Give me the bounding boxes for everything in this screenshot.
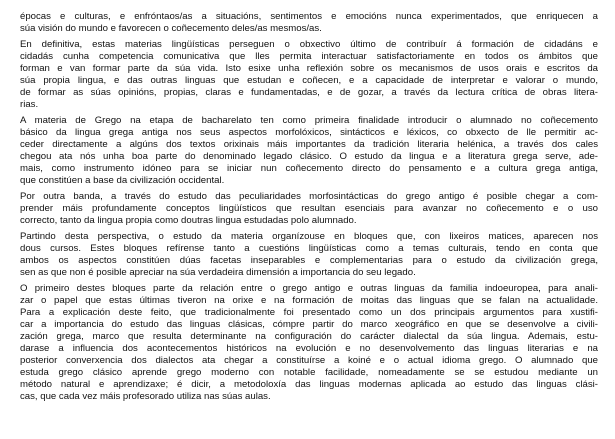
text-line: zar o papel que estas últimas tiveron na orixe e na formación de moitas das linguas que se falan na actualidade. [20,295,598,306]
paragraph-first-block [20,283,598,403]
text-line: Por outra banda, a través do estudo das peculiaridades morfosintácticas do grego antigo é posible chegar a com- [20,191,598,202]
paragraph-blocks [20,231,598,279]
text-line: ceder directamente a algúns dos textos orixinais máis importantes da tradición literaria helénica, a través dos cales [20,139,598,150]
text-line: de formar as súas opinións, propias, claras e fundamentadas, e de gozar, a través da lectura crítica de obras litera- [20,87,598,98]
text-line: forman e van formar parte da súa vida. Isto esixe unha reflexión sobre os mecanismos de usos orais e escritos da [20,63,598,74]
text-line: súa propia lingua, e das outras linguas que estudan e coñecen, e a capacidade de interpretar e valorar o mundo, [20,75,598,86]
text-line: ambos os aspectos constitúen dúas facetas inseparables e complementarias para o estudo da civilización grega, [20,255,598,266]
text-line: básico da lingua grega antiga nos seus aspectos morfolóxicos, sintácticos e léxicos, co obxecto de lle permitir ac- [20,127,598,138]
text-line: súa visión do mundo e favorecen o coñecemento deles/as mesmos/as. [20,23,322,34]
text-line: estuda grego clásico aprende grego moderno con notable facilidade, nomeadamente se se estudou mediante un [20,367,598,378]
text-line: Partindo desta perspectiva, o estudo da materia organízouse en bloques que, con lixeiros matices, aparecen nos [20,231,598,242]
paragraph-greek-subject [20,115,598,187]
text-line: car a importancia do estudo das linguas clásicas, cómpre partir do marco xeográfico en que se desenvolve a civili- [20,319,598,330]
text-line: dous cursos. Estes bloques refírense tanto a cuestións lingüísticas como a temas culturais, tendo en conta que [20,243,598,254]
text-line: que constitúen a base da civilización occidental. [20,175,225,186]
text-line: zación grega, marco que resulta determinante na configuración do carácter dialectal da súa lingua. Ademais, estu- [20,331,598,342]
paragraph-objective [20,39,598,111]
text-line: darase a influencia dos acontecementos históricos na evolución e no desenvolvemento das linguas literarias e na [20,343,598,354]
text-line: A materia de Grego na etapa de bacharelato ten como primeira finalidade introducir o alumnado no coñecemento [20,115,598,126]
text-line: mais, como instrumento idóneo para se iniciar nun coñecemento directo do pensamento e a cultura grega antiga, [20,163,598,174]
text-line: sen as que non é posible apreciar na súa verdadeira dimensión a importancia do seu legado. [20,267,416,278]
text-line: Para a explicación deste feito, que tradicionalmente foi presentado como un dos principais argumentos para xustifi- [20,307,598,318]
text-line: rias. [20,99,39,110]
text-line: correcto, tanto da lingua propia como doutras lingua estudadas polo alumnado. [20,215,357,226]
text-line: cidadás cunha competencia comunicativa que lles permita interactuar satisfactoriamente en todos os ámbitos que [20,51,598,62]
paragraph-intro-continuation [20,11,598,35]
text-line: cas, que cada vez máis profesorado utiliza nas súas aulas. [20,391,271,402]
text-line: posterior converxencia dos dialectos ata chegar a constituírse a koiné e o actual idioma grego. O alumnado que [20,355,598,366]
text-line: épocas e culturas, e enfróntaos/as a situacións, sentimentos e emocións nunca experimentados, que enriquecen a [20,11,598,22]
text-line: O primeiro destes bloques parte da relación entre o grego antigo e outras linguas da familia indoeuropea, para anali- [20,283,598,294]
text-line: En definitiva, estas materias lingüísticas perseguen o obxectivo último de contribuír á formación de cidadáns e [20,39,598,50]
text-line: método natural e aprendizaxe; é dicir, a metodoloxía das linguas modernas aplicada ao estudo das linguas clási- [20,379,598,390]
text-line: prender máis profundamente conceptos lingüísticos que resultan esenciais para avanzar no coñecemento e o uso [20,203,598,214]
text-line: chegou ata nós unha boa parte do denominado legado clásico. O estudo da lingua e a literatura grega serve, ade- [20,151,598,162]
paragraph-morphosyntax [20,191,598,227]
document-page [20,11,598,407]
